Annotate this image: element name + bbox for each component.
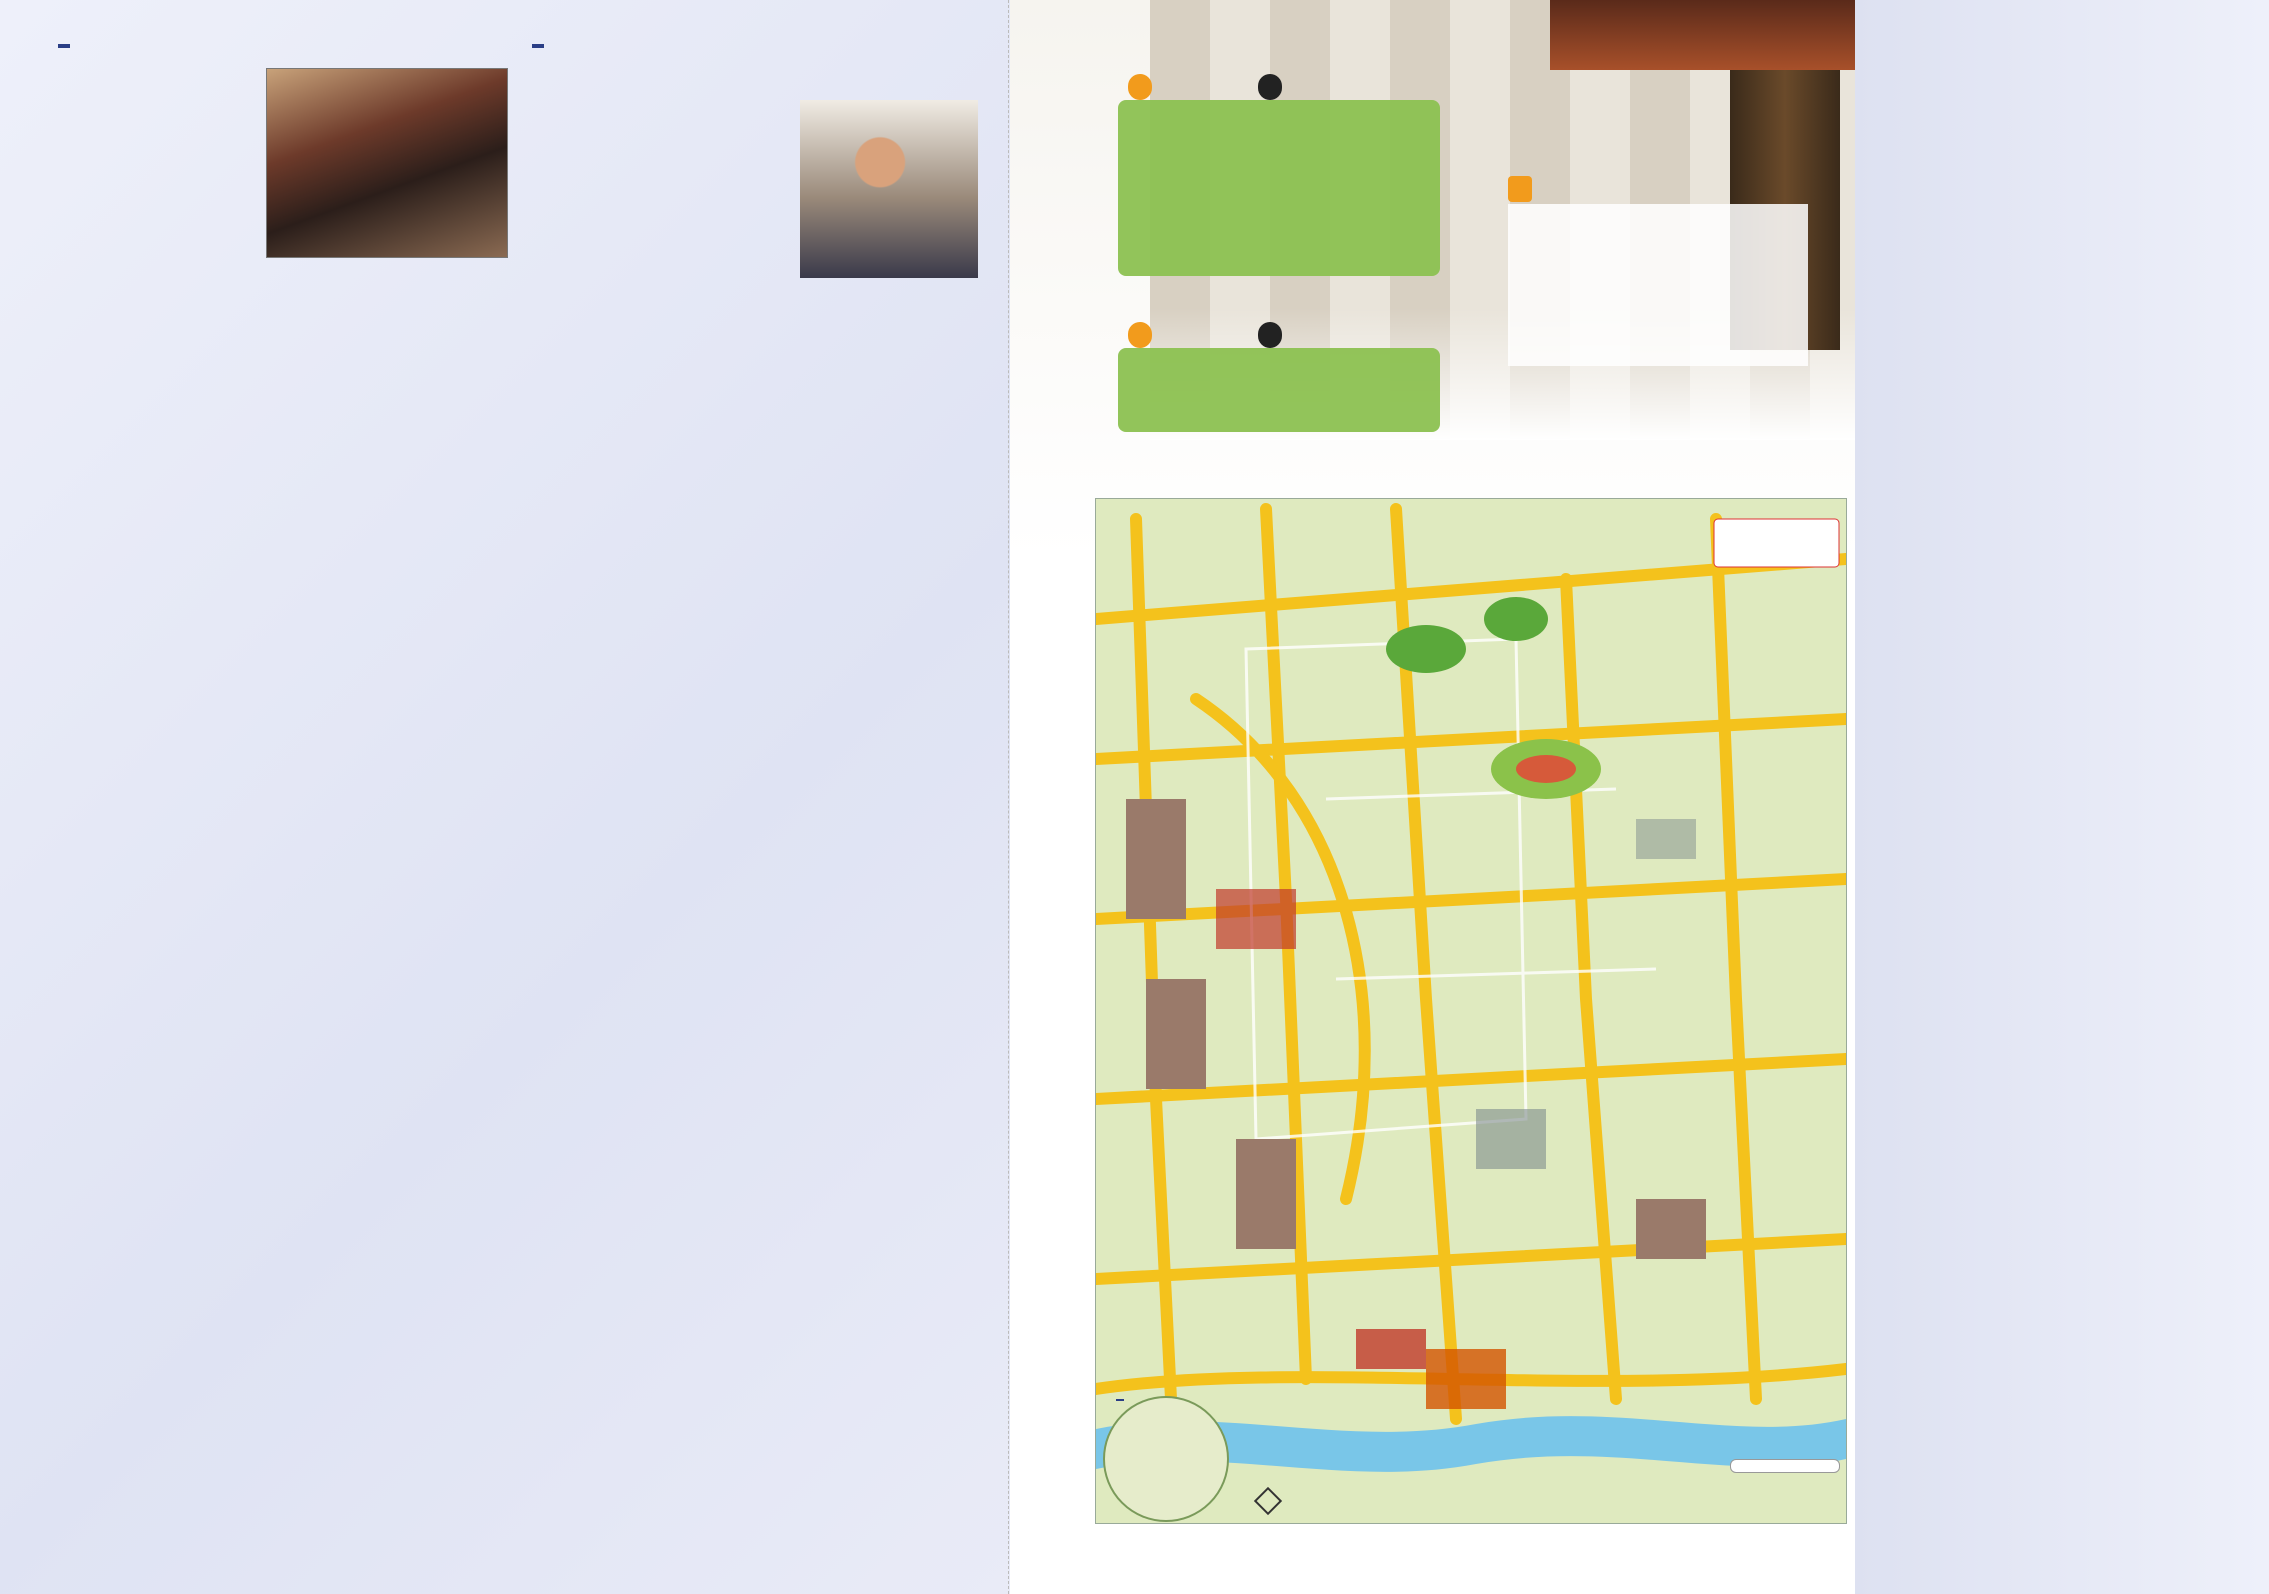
inset-map <box>1104 1397 1228 1521</box>
free-parking-label <box>1258 74 1282 100</box>
school-block-2 <box>1146 979 1206 1089</box>
poetry-tag <box>532 44 544 48</box>
nanguan-photo <box>266 68 508 258</box>
map-graphic <box>1096 499 1846 1523</box>
school-block-1 <box>1126 799 1186 919</box>
paid-parking-box <box>1118 348 1440 432</box>
inset-title-zh <box>1116 1399 1124 1401</box>
left-panel <box>0 0 1010 1594</box>
nanguan-heading <box>58 44 78 48</box>
town-map[interactable] <box>1095 498 1847 1524</box>
calligrapher-photo <box>800 100 978 278</box>
right-panel <box>1855 0 2269 1594</box>
fold-line <box>1008 0 1009 1594</box>
temple-roof <box>1550 0 1855 70</box>
nanguan-tag <box>58 44 70 48</box>
school-block-3 <box>1236 1139 1296 1249</box>
compass-rose-icon <box>1254 1487 1282 1515</box>
free-parking-box <box>1118 100 1440 276</box>
stadium <box>1516 755 1576 783</box>
paid-parking-label <box>1258 322 1282 348</box>
lodging-box <box>1508 204 1808 366</box>
free-parking-badge <box>1128 74 1152 100</box>
compass <box>1246 1479 1286 1519</box>
school-block-4 <box>1636 1199 1706 1259</box>
map-legend <box>1730 1459 1840 1473</box>
poetry-heading <box>532 44 552 48</box>
paid-parking-badge <box>1128 322 1152 348</box>
lodging-label <box>1508 176 1532 202</box>
